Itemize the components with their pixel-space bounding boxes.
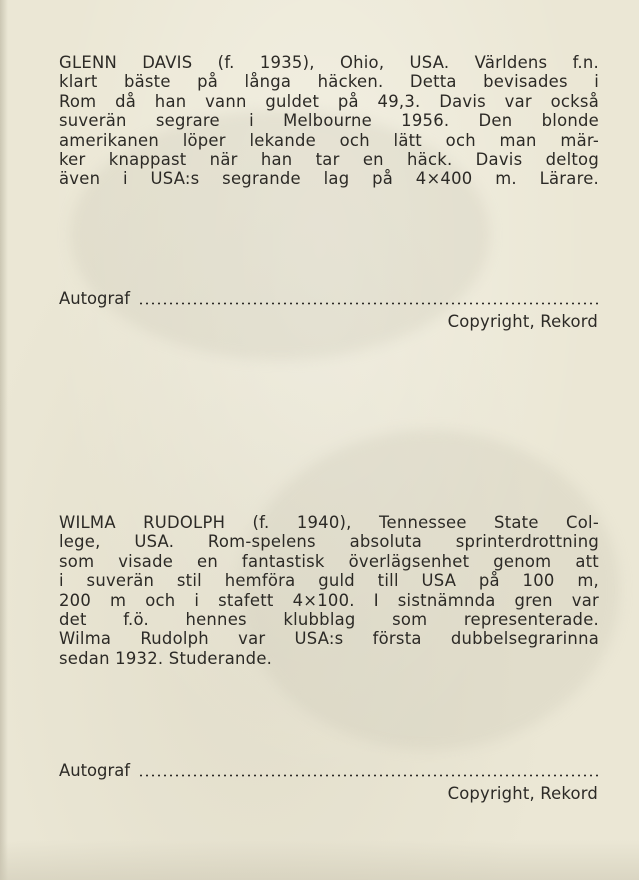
copyright-text: Copyright, Rekord (447, 312, 598, 331)
bio-glenn-davis (59, 53, 599, 189)
bio-line: WILMA RUDOLPH (f. 1940), Tennessee State Col- (59, 513, 599, 532)
bio-line: suverän segrare i Melbourne 1956. Den blonde (59, 111, 599, 131)
bio-line: det f.ö. hennes klubblag som representerade. (59, 610, 599, 630)
bio-line: amerikanen löper lekande och lätt och man mär- (59, 130, 599, 150)
page-edge-shadow (0, 0, 8, 880)
autograph-dotted-line (138, 774, 599, 777)
bio-line: lege, USA. Rom-spelens absoluta sprinterdrottning (59, 532, 599, 552)
bio-line: ker knappast när han tar en häck. Davis deltog (59, 150, 599, 170)
autograph-label: Autograf (59, 289, 131, 308)
bio-line: som visade en fantastisk överlägsenhet genom att (59, 551, 599, 571)
bio-line: i suverän stil hemföra guld till USA på 100 m, (59, 571, 599, 591)
bio-line: även i USA:s segrande lag på 4×400 m. Lärare. (59, 169, 599, 189)
copyright-text: Copyright, Rekord (447, 784, 598, 803)
bio-line: Rom då han vann guldet på 49,3. Davis var också (59, 91, 599, 111)
bio-line: 200 m och i stafett 4×100. I sistnämnda gren var (59, 590, 599, 610)
bio-line: klart bäste på långa häcken. Detta bevisades i (59, 72, 599, 92)
autograph-dotted-line (138, 302, 599, 305)
bio-line: GLENN DAVIS (f. 1935), Ohio, USA. Världens f.n. (59, 53, 599, 72)
bio-line: sedan 1932. Studerande. (59, 648, 273, 668)
autograph-line-1 (59, 289, 599, 309)
bio-wilma-rudolph (59, 513, 599, 668)
bio-line: Wilma Rudolph var USA:s första dubbelsegrarinna (59, 629, 599, 649)
autograph-line-2 (59, 761, 599, 781)
autograph-label: Autograf (59, 761, 131, 780)
page-bottom-shadow (0, 840, 639, 880)
